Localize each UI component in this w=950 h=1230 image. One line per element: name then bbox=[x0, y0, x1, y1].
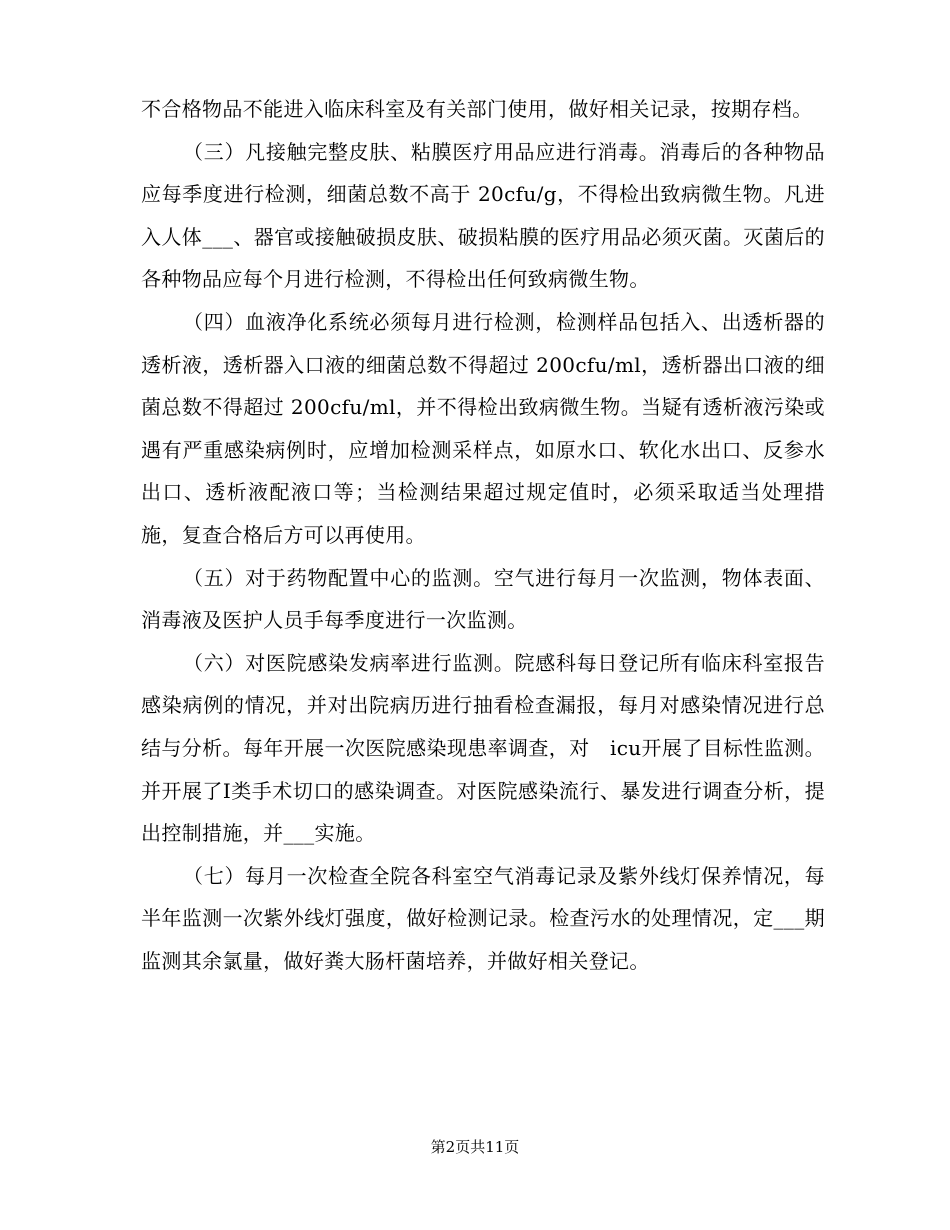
page-number-footer: 第2页共11页 bbox=[430, 1138, 520, 1156]
paragraph-continuation: 不合格物品不能进入临床科室及有关部门使用，做好相关记录，按期存档。 bbox=[141, 97, 813, 121]
paragraph-section-7: （七）每月一次检查全院各科室空气消毒记录及紫外线灯保养情况，每半年监测一次紫外线灯强度，做好检测记录。检查污水的处理情况，定___期监测其余氯量，做好粪大肠杆菌培养，并做好相关登记。 bbox=[141, 863, 825, 973]
document-body bbox=[141, 88, 825, 982]
paragraph-section-6: （六）对医院感染发病率进行监测。院感科每日登记所有临床科室报告感染病例的情况，并对出院病历进行抽看检查漏报，每月对感染情况进行总结与分析。每年开展一次医院感染现患率调查，对 icu开展了目标性监测。并开展了Ⅰ类手术切口的感染调查。对医院感染流行、暴发进行调查分析，提出控制措施，并___实施。 bbox=[141, 650, 825, 846]
paragraph-section-3: （三）凡接触完整皮肤、粘膜医疗用品应进行消毒。消毒后的各种物品应每季度进行检测，细菌总数不高于 20cfu/g，不得检出致病微生物。凡进入人体___、器官或接触破损皮肤、破损粘膜的医疗用品必须灭菌。灭菌后的各种物品应每个月进行检测，不得检出任何致病微生物。 bbox=[141, 139, 825, 292]
paragraph-section-5: （五）对于药物配置中心的监测。空气进行每月一次监测，物体表面、消毒液及医护人员手每季度进行一次监测。 bbox=[141, 565, 825, 633]
paragraph-section-4: （四）血液净化系统必须每月进行检测，检测样品包括入、出透析器的透析液，透析器入口液的细菌总数不得超过 200cfu/ml，透析器出口液的细菌总数不得超过 200cfu/ml，并不得检出致病微生物。当疑有透析液污染或遇有严重感染病例时，应增加检测采样点，如原水口、软化水出口、反参水出口、透析液配液口等；当检测结果超过规定值时，必须采取适当处理措施，复查合格后方可以再使用。 bbox=[141, 309, 825, 547]
